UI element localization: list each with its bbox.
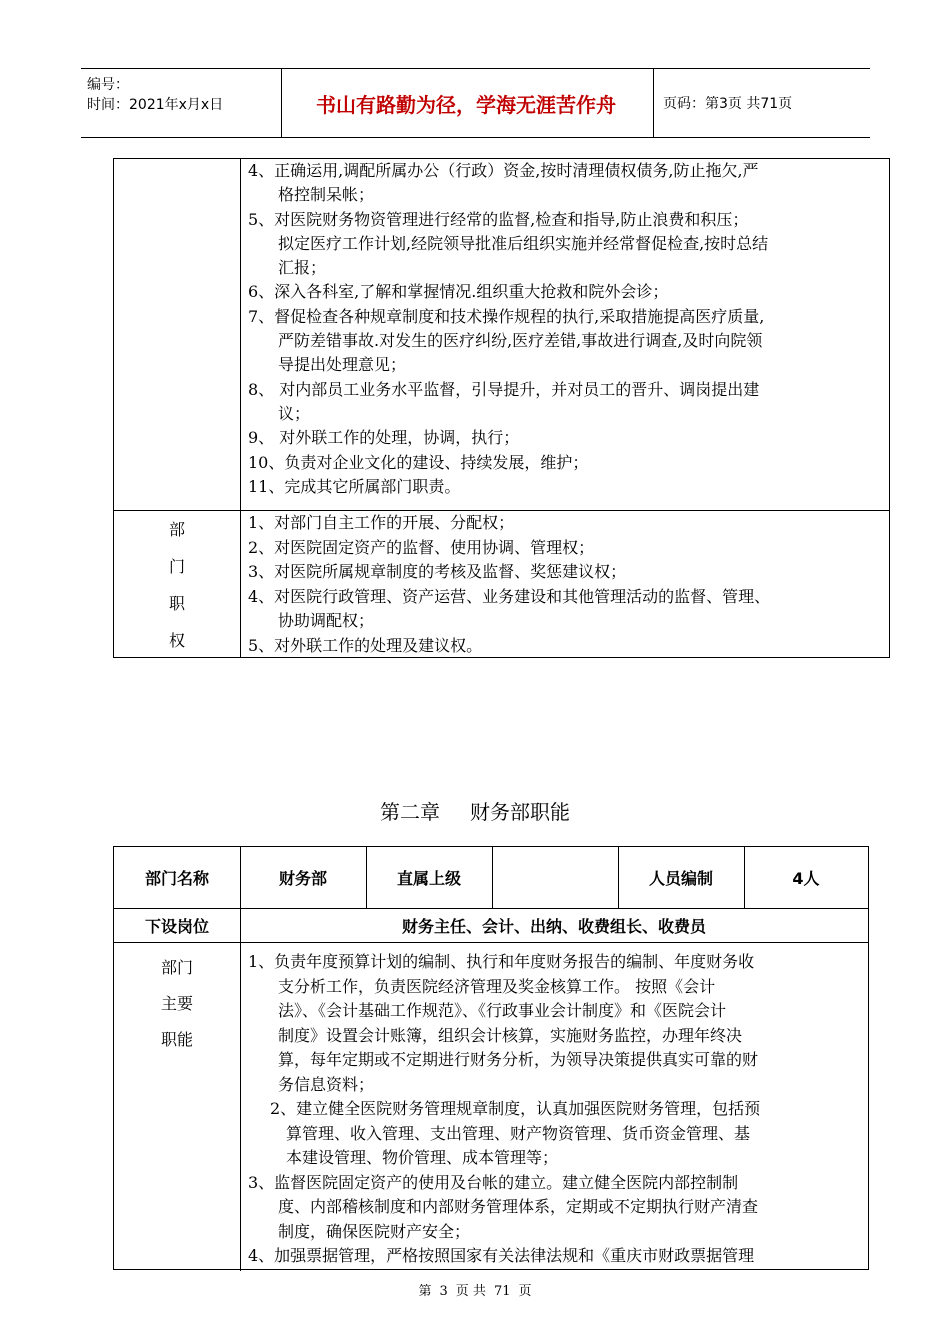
duty-line: 3、监督医院固定资产的使用及台帐的建立。建立健全医院内部控制制 [248,1172,739,1192]
header-meta [87,75,223,115]
right-line: 5、对外联工作的处理及建议权。 [248,635,483,655]
posts-label: 下设岗位 [144,916,209,936]
duty-line: 5、对医院财务物资管理进行经常的监督,检查和指导,防止浪费和积压； [248,209,749,229]
dept-name-value: 财务部 [278,869,327,888]
duty-line: 制度，确保医院财产安全； [278,1221,471,1241]
duty-line: 导提出处理意见； [278,355,407,375]
duties-label-part: 职能 [160,1030,193,1049]
duty-line: 7、督促检查各种规章制度和技术操作规程的执行,采取措施提高医疗质量, [248,306,765,326]
duty-line: 格控制呆帐； [278,185,375,205]
right-line: 4、对医院行政管理、资产运营、业务建设和其他管理活动的监督、管理、 [248,586,771,606]
page-header [81,68,870,138]
duty-line: 拟定医疗工作计划,经院领导批准后组织实施并经常督促检查,按时总结 [278,233,769,253]
header-page-label: 页码：第3页 共71页 [663,96,793,112]
dept-name-label: 部门名称 [144,869,209,888]
time-label: 时间：2021年x月x日 [87,97,224,113]
duty-line: 制度》设置会计账簿，组织会计核算，实施财务监控，办理年终决 [278,1025,743,1045]
duty-line: 8、 对内部员工业务水平监督，引导提升，并对员工的晋升、调岗提出建 [248,379,760,399]
duty-line: 1、负责年度预算计划的编制、执行和年度财务报告的编制、年度财务收 [248,952,755,971]
finance-duties-list [248,950,864,1269]
footer-suffix: 页 [518,1284,532,1299]
duty-line: 支分析工作，负责医院经济管理及奖金核算工作。 按照《会计 [278,976,716,996]
duty-line: 度、内部稽核制度和内部财务管理体系，定期或不定期执行财产清查 [278,1197,759,1216]
header-divider [653,69,654,137]
finance-table [113,846,869,1270]
duty-line: 6、深入各科室,了解和掌握情况.组织重大抢救和院外会诊； [248,282,669,302]
rights-list [248,511,888,658]
rights-label-char: 门 [168,557,185,576]
superior-label: 直属上级 [396,869,461,888]
duty-line: 议； [278,403,311,423]
number-label: 编号： [87,77,129,93]
duty-line: 本建设管理、物价管理、成本管理等； [286,1148,559,1167]
footer-page-total: 71 [493,1284,511,1299]
duties-label-part: 部门 [160,958,193,977]
rights-label [114,511,240,658]
duty-line: 算，每年定期或不定期进行财务分析，为领导决策提供真实可靠的财 [278,1050,759,1069]
right-line: 2、对医院固定资产的监督、使用协调、管理权； [248,537,595,557]
rights-label-char: 权 [168,631,185,650]
chapter-title: 财务部职能 [470,800,570,824]
duty-line: 汇报； [278,258,327,278]
duties-label [114,950,240,1058]
staff-label: 人员编制 [648,869,713,888]
duty-line: 4、正确运用,调配所属办公（行政）资金,按时清理债权债务,防止拖欠,严 [248,161,759,180]
chapter-heading [0,796,950,825]
superior-value [492,847,618,908]
staff-value: 4人 [792,869,820,888]
right-line: 协助调配权； [278,611,375,630]
footer-prefix: 第 [418,1284,432,1299]
posts-value: 财务主任、会计、出纳、收费组长、收费员 [401,916,706,936]
duties-list [248,159,888,499]
column-divider [240,159,241,657]
duty-line: 4、加强票据管理，严格按照国家有关法律法规和《重庆市财政票据管理 [248,1246,755,1265]
duty-line: 10、负责对企业文化的建设、持续发展，维护； [248,452,589,472]
duties-label-part: 主要 [160,994,193,1013]
duty-line: 法》、《会计基础工作规范》、《行政事业会计制度》和《医院会计 [278,1001,727,1020]
rights-label-char: 职 [168,594,185,613]
duty-line: 9、 对外联工作的处理，协调，执行； [248,428,520,448]
duty-line: 11、完成其它所属部门职责。 [248,476,461,496]
right-line: 1、对部门自主工作的开展、分配权； [248,513,515,532]
header-motto: 书山有路勤为径，学海无涯苦作舟 [316,92,616,117]
footer-page-num: 3 [439,1284,448,1299]
duties-table [113,158,890,658]
right-line: 3、对医院所属规章制度的考核及监督、奖惩建议权； [248,562,627,581]
page-footer [0,1280,950,1299]
duty-line: 严防差错事故.对发生的医疗纠纷,医疗差错,事故进行调查,及时向院领 [278,331,763,351]
chapter-number: 第二章 [380,800,440,824]
footer-mid: 页 共 [455,1284,486,1299]
duty-line: 务信息资料； [278,1074,375,1094]
rights-label-char: 部 [168,520,185,539]
duty-line: 算管理、收入管理、支出管理、财产物资管理、货币资金管理、基 [286,1123,751,1143]
row-divider [114,942,868,943]
duty-line: 2、建立健全医院财务管理规章制度，认真加强医院财务管理，包括预 [270,1099,761,1118]
